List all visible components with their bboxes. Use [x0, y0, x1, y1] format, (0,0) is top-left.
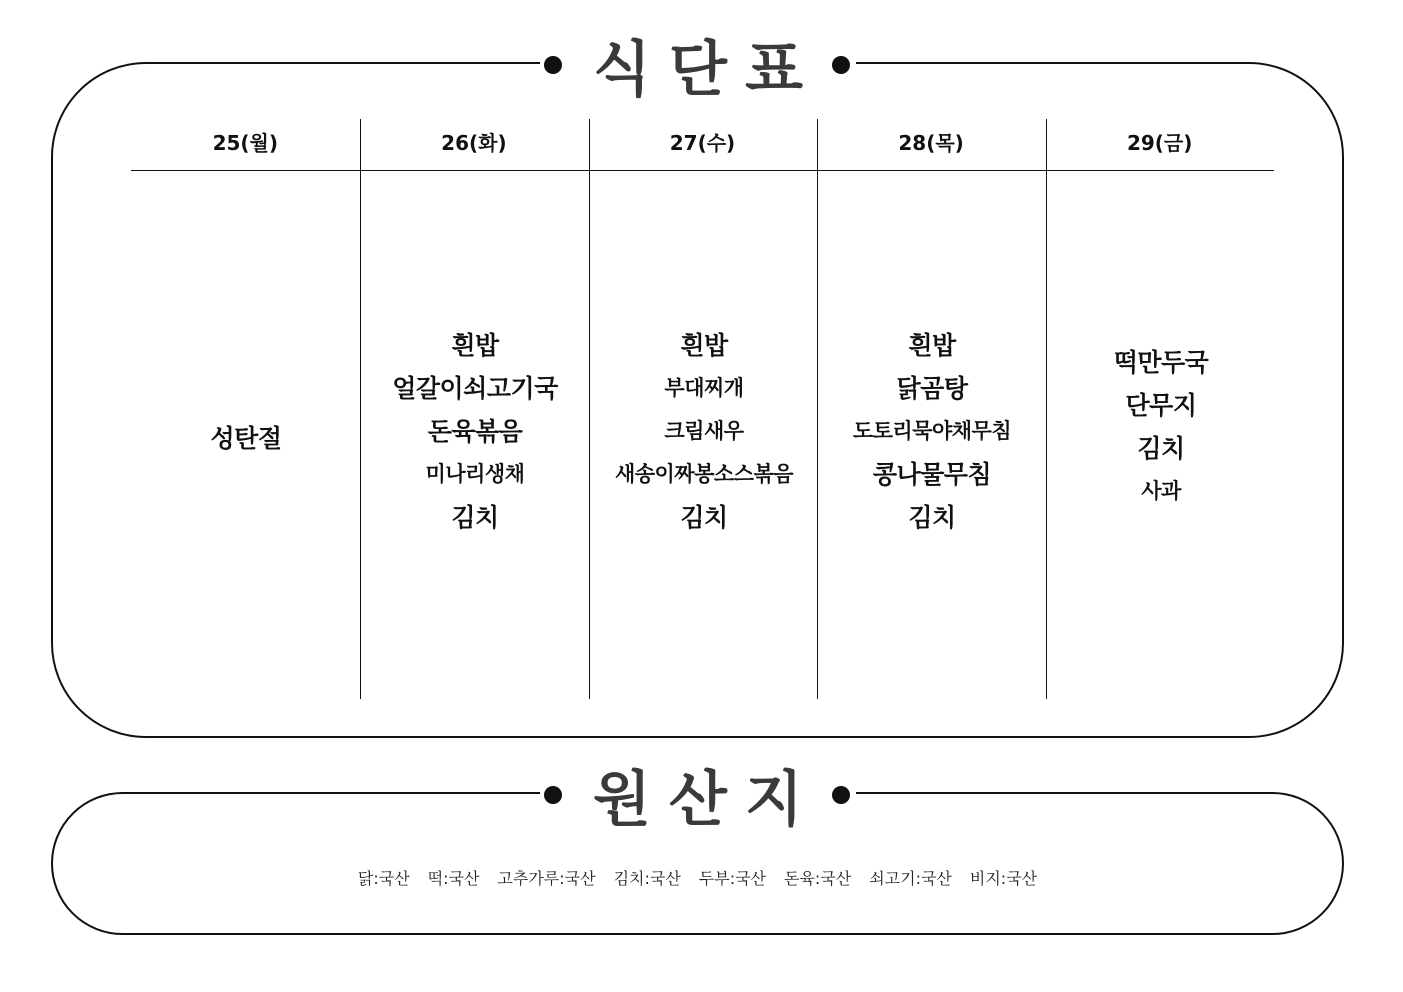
title-dot-left: [544, 56, 562, 74]
origin-item: 쇠고기:국산: [869, 869, 952, 888]
origin-list: [51, 866, 1344, 892]
dish: 새송이짜봉소스볶음: [614, 461, 794, 486]
day-header-tue: 26(화): [441, 130, 507, 155]
dish: 김치: [1137, 434, 1185, 463]
origin-item: 돈육:국산: [784, 869, 852, 888]
dish: 흰밥: [680, 330, 728, 360]
origin-title-wrap: [540, 760, 856, 835]
origin-item: 김치:국산: [613, 869, 681, 888]
day-header-thu: 28(목): [898, 130, 964, 155]
origin-item: 닭:국산: [357, 869, 410, 888]
day-header-mon: 25(월): [212, 130, 279, 155]
day-column-fri: [1047, 163, 1275, 691]
day-column-wed: [590, 167, 818, 695]
origin-item: 비지:국산: [969, 869, 1038, 888]
day-header-wed: 27(수): [669, 130, 736, 155]
dish: 흰밥: [908, 330, 956, 360]
dish: 콩나물무침: [872, 459, 992, 489]
dish: 단무지: [1125, 391, 1197, 420]
menu-title: 식단표: [593, 35, 821, 105]
dish: 크림새우: [664, 418, 744, 443]
dish: 김치: [680, 502, 728, 532]
dish: 흰밥: [451, 330, 499, 360]
title-dot-right: [832, 56, 850, 74]
dish: 미나리생채: [425, 461, 525, 486]
origin-title: 원산지: [593, 765, 821, 835]
day-column-tue: [361, 167, 589, 695]
dish: 닭곰탕: [896, 373, 968, 403]
dish: 사과: [1141, 479, 1181, 503]
dish: 얼갈이쇠고기국: [392, 373, 558, 403]
day-column-mon: [132, 171, 360, 699]
dish: 떡만두국: [1113, 348, 1209, 377]
menu-title-wrap: [540, 30, 856, 105]
title-dot-left: [544, 786, 562, 804]
dish: 돈육볶음: [427, 416, 523, 446]
title-dot-right: [832, 786, 850, 804]
dish: 부대찌개: [664, 375, 744, 400]
day-header-fri: 29(금): [1126, 130, 1193, 155]
day-column-thu: [818, 167, 1046, 695]
origin-item: 두부:국산: [698, 869, 766, 888]
dish: 성탄절: [210, 423, 282, 453]
dish: 도토리묵야채무침: [852, 418, 1012, 443]
dish: 김치: [451, 502, 499, 532]
dish: 김치: [908, 502, 956, 532]
origin-item: 떡:국산: [427, 869, 480, 888]
origin-item: 고추가루:국산: [497, 869, 596, 888]
